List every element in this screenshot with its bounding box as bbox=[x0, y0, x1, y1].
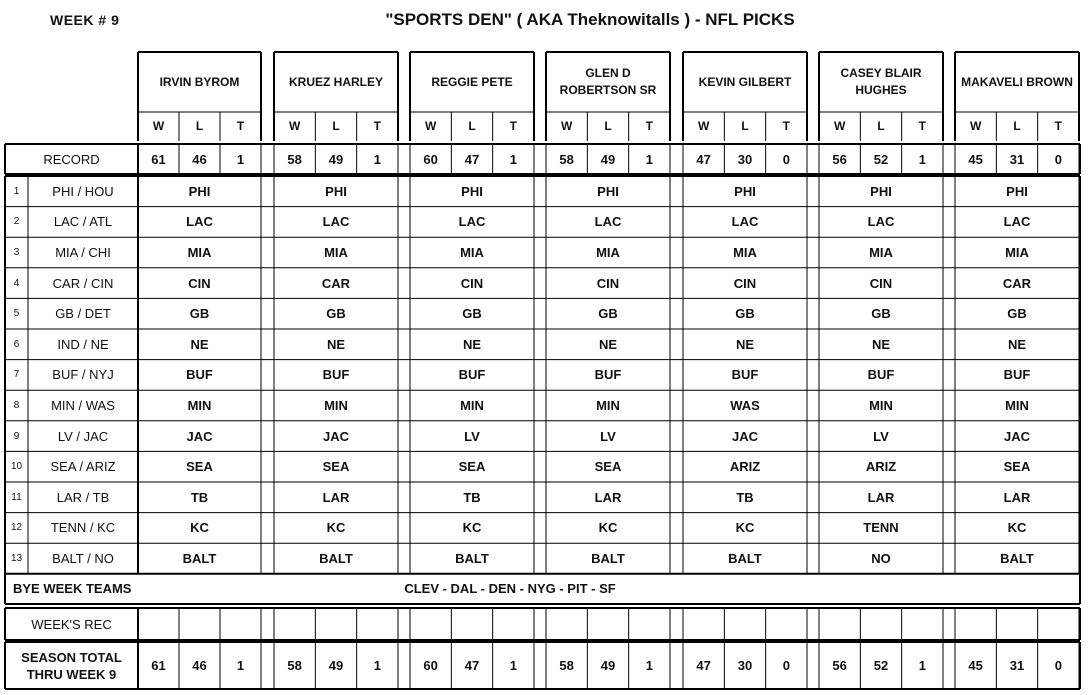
season-value: 61 bbox=[151, 658, 166, 673]
pick-cell: SEA bbox=[322, 459, 350, 475]
pick-cell: CIN bbox=[188, 275, 211, 291]
game-matchup: IND / NE bbox=[57, 336, 109, 352]
pick-cell: SEA bbox=[1003, 459, 1031, 475]
wlt-header: L bbox=[604, 119, 612, 133]
pick-cell: SEA bbox=[458, 459, 486, 475]
game-matchup: SEA / ARIZ bbox=[50, 459, 116, 475]
game-number: 5 bbox=[13, 308, 20, 320]
game-matchup: LAR / TB bbox=[56, 489, 110, 505]
wlt-header: L bbox=[468, 119, 476, 133]
pick-cell: PHI bbox=[1006, 183, 1028, 199]
game-number: 4 bbox=[13, 277, 20, 289]
pick-cell: CIN bbox=[869, 275, 893, 291]
season-value: 1 bbox=[645, 658, 653, 673]
season-value: 1 bbox=[373, 658, 381, 673]
record-value: 58 bbox=[559, 151, 574, 167]
season-value: 56 bbox=[832, 658, 847, 673]
pick-cell: TENN bbox=[863, 520, 899, 536]
pick-cell: BUF bbox=[594, 367, 622, 383]
pick-cell: MIA bbox=[460, 244, 484, 260]
pick-cell: BUF bbox=[867, 367, 895, 383]
pick-cell: GB bbox=[462, 306, 482, 322]
week-label: WEEK # 9 bbox=[50, 12, 120, 28]
pick-cell: ARIZ bbox=[729, 459, 761, 475]
pick-cell: NE bbox=[871, 336, 891, 352]
wlt-header: T bbox=[645, 119, 653, 133]
pick-cell: ARIZ bbox=[865, 459, 897, 475]
pick-cell: KC bbox=[1007, 520, 1027, 536]
record-value: 1 bbox=[918, 151, 926, 167]
pick-cell: CIN bbox=[460, 275, 484, 291]
wlt-header: W bbox=[561, 119, 573, 133]
wlt-header: T bbox=[782, 119, 790, 133]
game-matchup: BUF / NYJ bbox=[52, 367, 114, 383]
record-value: 46 bbox=[192, 151, 207, 167]
season-value: 31 bbox=[1009, 658, 1025, 673]
pick-cell: BALT bbox=[728, 550, 762, 566]
pick-cell: LV bbox=[464, 428, 480, 444]
season-value: 58 bbox=[287, 658, 302, 673]
pick-cell: LAR bbox=[867, 489, 895, 505]
pick-cell: LAC bbox=[594, 214, 622, 230]
pick-cell: JAC bbox=[186, 428, 213, 444]
season-value: 46 bbox=[192, 658, 207, 673]
pick-cell: MIA bbox=[187, 244, 212, 260]
wlt-header: T bbox=[1054, 119, 1062, 133]
season-value: 30 bbox=[737, 658, 753, 673]
pick-cell: MIN bbox=[324, 397, 348, 413]
wlt-header: T bbox=[918, 119, 926, 133]
record-value: 0 bbox=[1054, 151, 1062, 167]
record-value: 47 bbox=[696, 151, 711, 167]
player-name: KRUEZ HARLEY bbox=[288, 74, 383, 89]
pick-cell: GB bbox=[326, 306, 346, 322]
season-value: 60 bbox=[423, 658, 438, 673]
game-matchup: CAR / CIN bbox=[52, 275, 114, 291]
record-value: 61 bbox=[151, 151, 166, 167]
game-number: 3 bbox=[13, 246, 20, 258]
record-value: 1 bbox=[509, 151, 517, 167]
game-number: 11 bbox=[11, 491, 22, 503]
pick-cell: BUF bbox=[322, 367, 350, 383]
game-matchup: GB / DET bbox=[55, 306, 111, 322]
pick-cell: PHI bbox=[597, 183, 619, 199]
weeks-rec-label: WEEK'S REC bbox=[31, 616, 112, 632]
record-value: 58 bbox=[287, 151, 302, 167]
pick-cell: PHI bbox=[734, 183, 756, 199]
pick-cell: KC bbox=[462, 520, 482, 536]
wlt-header: T bbox=[509, 119, 517, 133]
season-value: 0 bbox=[782, 658, 790, 673]
record-value: 49 bbox=[328, 151, 344, 167]
pick-cell: BUF bbox=[458, 367, 486, 383]
pick-cell: WAS bbox=[730, 397, 760, 413]
pick-cell: GB bbox=[598, 306, 618, 322]
pick-cell: LV bbox=[873, 428, 889, 444]
bye-teams: CLEV - DAL - DEN - NYG - PIT - SF bbox=[404, 581, 616, 597]
pick-cell: MIN bbox=[869, 397, 893, 413]
pick-cell: PHI bbox=[461, 183, 483, 199]
record-value: 30 bbox=[737, 151, 753, 167]
pick-cell: KC bbox=[735, 520, 755, 536]
pick-cell: JAC bbox=[1003, 428, 1030, 444]
pick-cell: GB bbox=[871, 306, 891, 322]
pick-cell: NE bbox=[326, 336, 346, 352]
wlt-header: W bbox=[698, 119, 710, 133]
record-value: 0 bbox=[782, 151, 790, 167]
pick-cell: NE bbox=[735, 336, 755, 352]
record-value: 52 bbox=[873, 151, 889, 167]
record-value: 60 bbox=[423, 151, 438, 167]
wlt-header: T bbox=[373, 119, 381, 133]
pick-cell: BALT bbox=[319, 550, 353, 566]
pick-cell: PHI bbox=[325, 183, 347, 199]
pick-cell: LAR bbox=[594, 489, 622, 505]
season-value: 47 bbox=[696, 658, 711, 673]
pick-cell: KC bbox=[190, 520, 209, 536]
season-value: 45 bbox=[968, 658, 983, 673]
game-number: 13 bbox=[10, 552, 23, 564]
record-value: 49 bbox=[600, 151, 616, 167]
pick-cell: LAC bbox=[1003, 214, 1031, 230]
record-label: RECORD bbox=[43, 151, 100, 167]
game-matchup: LV / JAC bbox=[57, 428, 109, 444]
season-total-line2: THRU WEEK 9 bbox=[26, 666, 117, 682]
pick-cell: MIA bbox=[1005, 244, 1029, 260]
season-value: 1 bbox=[236, 658, 245, 673]
page-title: "SPORTS DEN" ( AKA Theknowitalls ) - NFL PICKS bbox=[385, 10, 795, 29]
game-matchup: MIA / CHI bbox=[55, 244, 111, 260]
wlt-header: L bbox=[332, 119, 340, 133]
pick-cell: LAC bbox=[458, 214, 486, 230]
pick-cell: TB bbox=[736, 489, 754, 505]
pick-cell: BUF bbox=[731, 367, 759, 383]
player-name: KEVIN GILBERT bbox=[698, 74, 792, 89]
record-value: 45 bbox=[968, 151, 983, 167]
pick-cell: LAC bbox=[322, 214, 350, 230]
pick-cell: KC bbox=[598, 520, 618, 536]
game-number: 7 bbox=[13, 369, 20, 381]
game-matchup: PHI / HOU bbox=[52, 183, 114, 199]
wlt-header: W bbox=[834, 119, 846, 133]
pick-cell: SEA bbox=[186, 459, 213, 475]
player-name: REGGIE PETE bbox=[431, 74, 513, 89]
season-value: 49 bbox=[328, 658, 344, 673]
pick-cell: CIN bbox=[733, 275, 757, 291]
record-value: 31 bbox=[1009, 151, 1025, 167]
season-value: 0 bbox=[1054, 658, 1062, 673]
pick-cell: NO bbox=[871, 550, 891, 566]
season-value: 52 bbox=[873, 658, 889, 673]
wlt-header: W bbox=[289, 119, 301, 133]
pick-cell: JAC bbox=[731, 428, 758, 444]
wlt-header: T bbox=[236, 119, 245, 133]
pick-cell: PHI bbox=[188, 183, 211, 199]
pick-cell: CAR bbox=[321, 275, 351, 291]
pick-cell: BALT bbox=[591, 550, 625, 566]
wlt-header: W bbox=[970, 119, 982, 133]
game-number: 6 bbox=[13, 338, 20, 350]
pick-cell: NE bbox=[190, 336, 209, 352]
pick-cell: CAR bbox=[1002, 275, 1032, 291]
pick-cell: SEA bbox=[594, 459, 622, 475]
pick-cell: TB bbox=[190, 489, 209, 505]
player-name: IRVIN BYROM bbox=[159, 74, 240, 89]
pick-cell: LAR bbox=[1003, 489, 1031, 505]
wlt-header: W bbox=[152, 119, 165, 133]
record-value: 1 bbox=[645, 151, 653, 167]
pick-cell: GB bbox=[1007, 306, 1027, 322]
game-matchup: LAC / ATL bbox=[53, 214, 113, 230]
pick-cell: BALT bbox=[455, 550, 489, 566]
pick-cell: MIA bbox=[869, 244, 893, 260]
pick-cell: BUF bbox=[1003, 367, 1031, 383]
pick-cell: NE bbox=[1007, 336, 1027, 352]
player-name: CASEY BLAIR HUGHES bbox=[840, 66, 922, 97]
pick-cell: CIN bbox=[596, 275, 620, 291]
wlt-header: L bbox=[877, 119, 885, 133]
game-number: 10 bbox=[10, 461, 23, 473]
pick-cell: TB bbox=[463, 489, 481, 505]
season-value: 47 bbox=[464, 658, 480, 673]
pick-cell: KC bbox=[326, 520, 346, 536]
pick-cell: GB bbox=[189, 306, 210, 322]
record-value: 1 bbox=[236, 151, 245, 167]
pick-cell: LAC bbox=[731, 214, 759, 230]
pick-cell: BALT bbox=[182, 550, 217, 566]
pick-cell: LAC bbox=[867, 214, 895, 230]
game-number: 12 bbox=[10, 522, 23, 534]
season-total-line1: SEASON TOTAL bbox=[21, 649, 122, 665]
game-number: 1 bbox=[13, 185, 20, 197]
season-value: 49 bbox=[600, 658, 616, 673]
game-matchup: TENN / KC bbox=[50, 520, 116, 536]
pick-cell: LV bbox=[600, 428, 616, 444]
pick-cell: NE bbox=[598, 336, 618, 352]
pick-cell: GB bbox=[735, 306, 755, 322]
bye-label: BYE WEEK TEAMS bbox=[13, 581, 132, 597]
record-value: 56 bbox=[832, 151, 847, 167]
game-number: 8 bbox=[13, 399, 20, 411]
record-value: 47 bbox=[464, 151, 480, 167]
pick-cell: MIN bbox=[596, 397, 620, 413]
record-value: 1 bbox=[373, 151, 381, 167]
pick-cell: MIA bbox=[324, 244, 348, 260]
pick-cell: LAR bbox=[322, 489, 350, 505]
game-matchup: MIN / WAS bbox=[51, 397, 115, 413]
pick-cell: JAC bbox=[322, 428, 349, 444]
player-name: GLEN D ROBERTSON SR bbox=[559, 66, 657, 97]
pick-cell: MIN bbox=[460, 397, 484, 413]
pick-cell: MIA bbox=[596, 244, 620, 260]
pick-cell: MIN bbox=[187, 397, 212, 413]
game-matchup: BALT / NO bbox=[52, 550, 114, 566]
pick-cell: PHI bbox=[870, 183, 892, 199]
season-value: 1 bbox=[509, 658, 517, 673]
pick-cell: LAC bbox=[186, 214, 213, 230]
game-number: 9 bbox=[13, 430, 20, 442]
pick-cell: MIN bbox=[1005, 397, 1029, 413]
game-number: 2 bbox=[13, 216, 20, 228]
player-name: MAKAVELI BROWN bbox=[961, 74, 1073, 89]
wlt-header: L bbox=[195, 119, 204, 133]
wlt-header: L bbox=[1013, 119, 1021, 133]
pick-cell: BALT bbox=[1000, 550, 1034, 566]
pick-cell: NE bbox=[462, 336, 482, 352]
pick-cell: BUF bbox=[186, 367, 213, 383]
wlt-header: L bbox=[741, 119, 749, 133]
season-value: 1 bbox=[918, 658, 926, 673]
pick-cell: MIA bbox=[733, 244, 757, 260]
season-value: 58 bbox=[559, 658, 574, 673]
wlt-header: W bbox=[425, 119, 437, 133]
season-total-label bbox=[5, 642, 138, 689]
